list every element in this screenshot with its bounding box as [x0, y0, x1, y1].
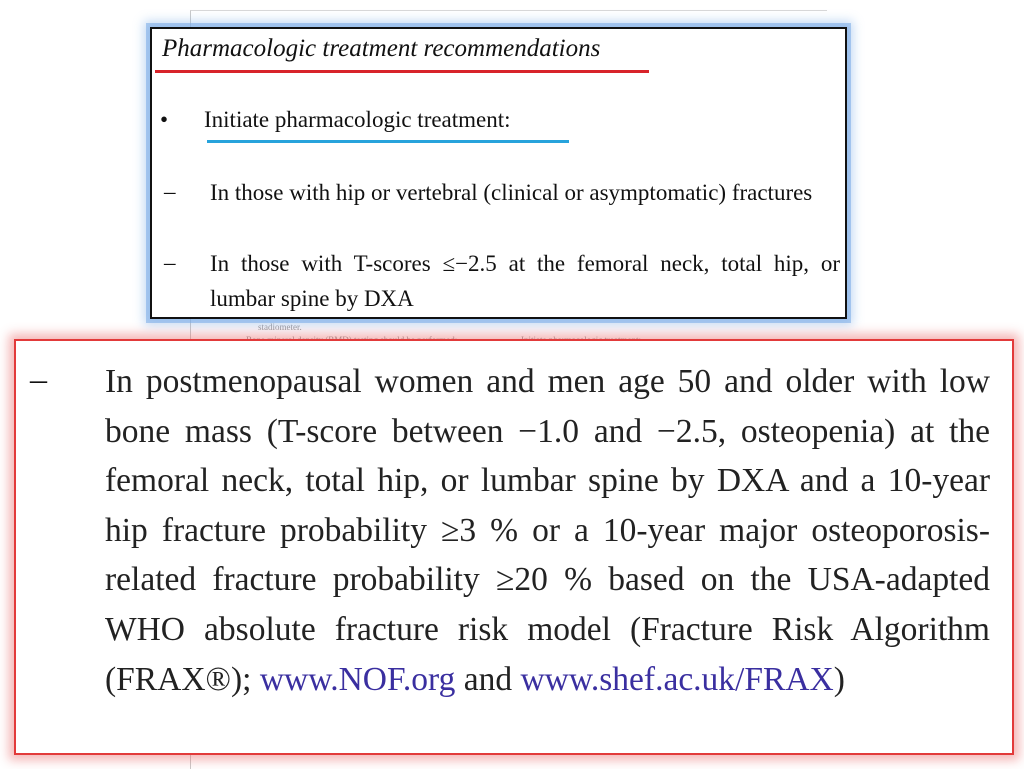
osteopenia-criteria-callout: [14, 339, 1014, 755]
criteria-text: In postmenopausal women and men age 50 and older with low bone mass (T-score between −1.0 and −2.5, osteopenia) at the femoral neck, total hip, or lumbar spine by DXA and a 10-year hip fracture probability ≥3 % or a 10-year major osteoporosis-related fracture probability ≥20 % based on the USA-adapted WHO absolute fracture risk model (Fracture Risk Algorithm (FRAX®);: [105, 363, 990, 698]
faint-text-line: stadiometer.: [258, 322, 302, 332]
list-item: In those with hip or vertebral (clinical or asymptomatic) fractures: [210, 180, 813, 205]
treatment-recommendations-callout: [150, 27, 847, 319]
label-underline: [207, 140, 569, 143]
dash-marker: –: [164, 179, 176, 204]
nof-link[interactable]: www.NOF.org: [259, 660, 456, 698]
criteria-paragraph: [105, 357, 990, 704]
frax-link[interactable]: www.shef.ac.uk/FRAX: [520, 660, 834, 698]
bullet-icon: •: [160, 107, 169, 132]
criteria-text: and: [455, 660, 521, 698]
bullet-label: Initiate pharmacologic treatment:: [204, 107, 511, 132]
callout-title: Pharmacologic treatment recommendations: [162, 35, 601, 62]
list-item: In those with T-scores ≤−2.5 at the femoral neck, total hip, or lumbar spine by DXA: [210, 251, 840, 311]
criteria-text: ): [833, 660, 845, 698]
dash-marker: –: [30, 361, 47, 398]
dash-marker: –: [164, 250, 176, 275]
title-underline: [155, 70, 649, 73]
